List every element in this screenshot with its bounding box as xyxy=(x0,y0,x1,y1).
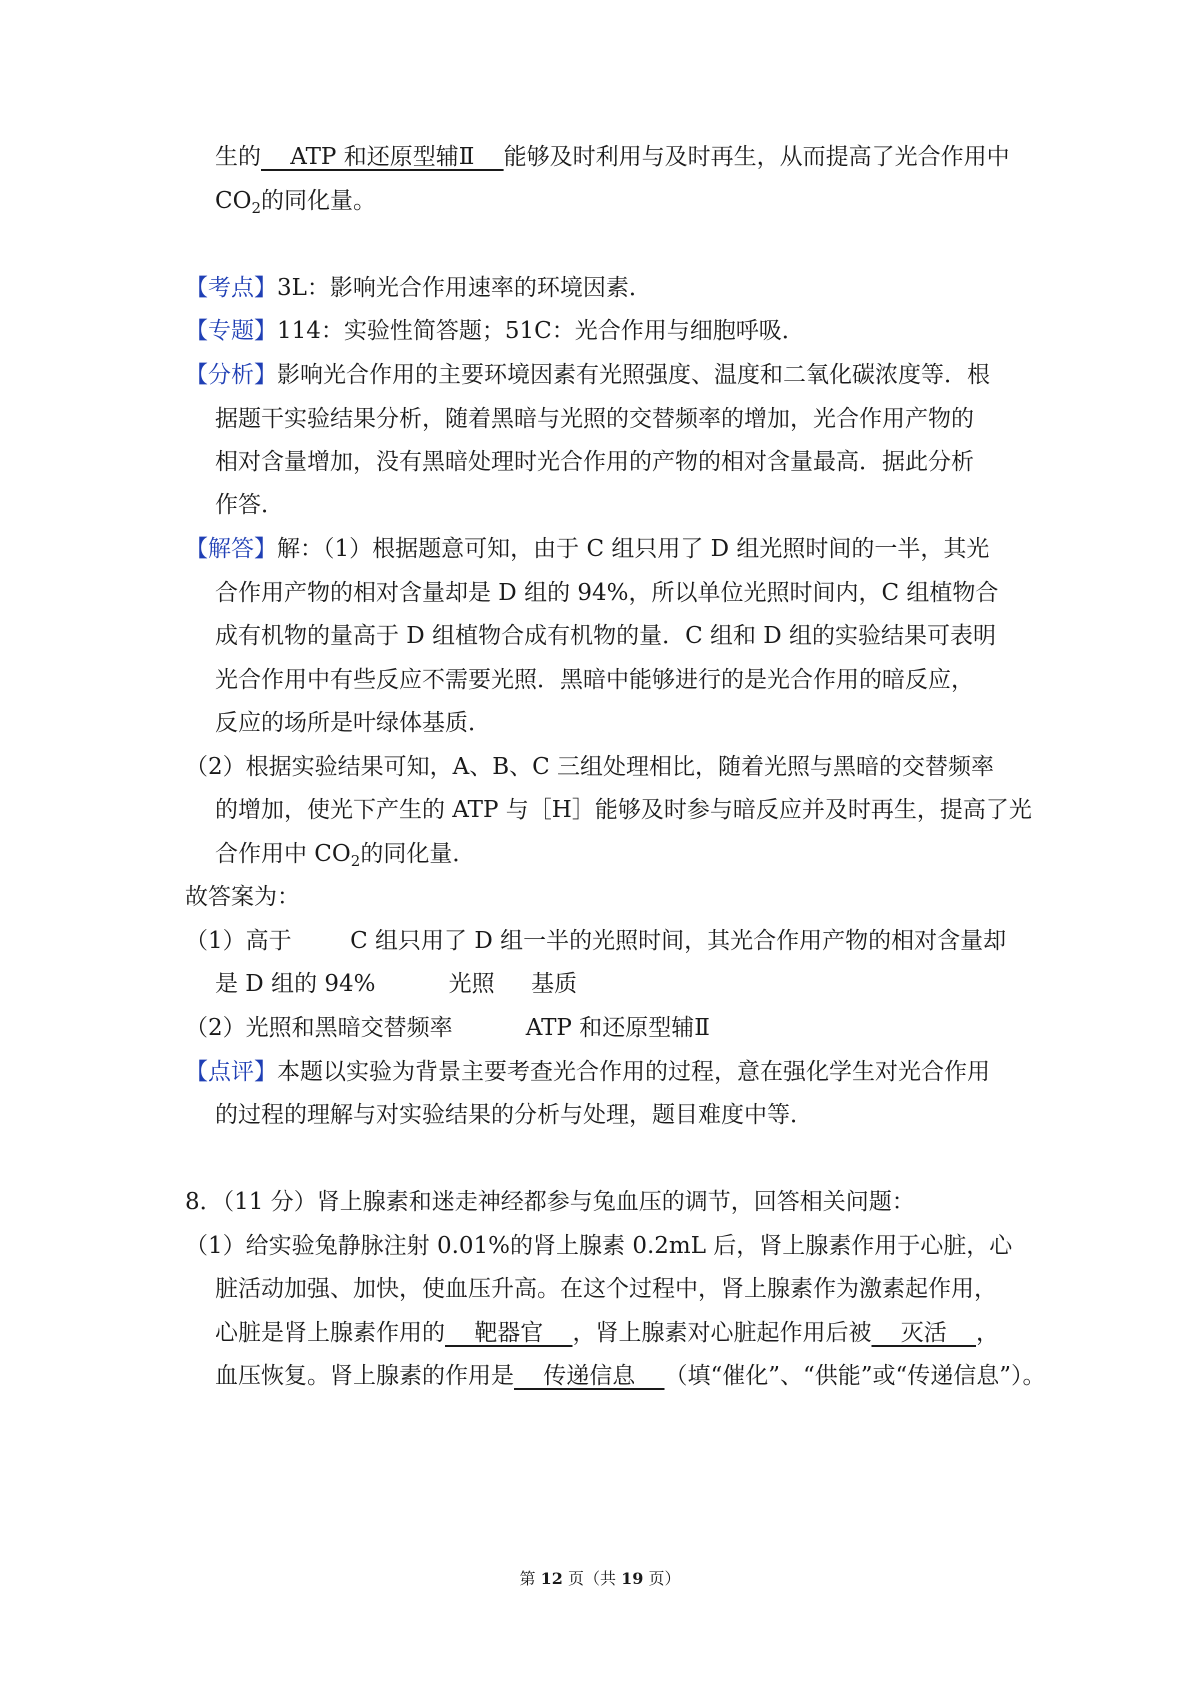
fenxi-line-3: 相对含量增加，没有黑暗处理时光合作用的产物的相对含量最高．据此分析 xyxy=(215,449,974,475)
question-8-line-1: （1）给实验兔静脉注射 0.01%的肾上腺素 0.2mL 后，肾上腺素作用于心脏，心 xyxy=(185,1233,1013,1259)
page-footer: 第 12 页（共 19 页） xyxy=(519,1569,681,1588)
jieda-line-7: 的增加，使光下产生的 ATP 与［H］能够及时参与暗反应并及时再生，提高了光 xyxy=(215,797,1032,823)
fenxi-line-2: 据题干实验结果分析，随着黑暗与光照的交替频率的增加，光合作用产物的 xyxy=(215,406,974,432)
answer-blank-atp: ATP 和还原型辅Ⅱ xyxy=(261,144,504,170)
fenxi-tag: 【分析】 xyxy=(185,362,277,388)
answer-top-line-1: 生的 ATP 和还原型辅Ⅱ 能够及时利用与及时再生，从而提高了光合作用中 xyxy=(215,144,1010,170)
zhuanti-line: 【专题】114：实验性简答题；51C：光合作用与细胞呼吸． xyxy=(185,318,805,344)
jieda-line-2: 合作用产物的相对含量却是 D 组的 94%，所以单位光照时间内，C 组植物合 xyxy=(215,580,999,606)
jieda-line-3: 成有机物的量高于 D 组植物合成有机物的量．C 组和 D 组的实验结果可表明 xyxy=(215,623,997,649)
jieda-tag: 【解答】 xyxy=(185,536,277,562)
question-8-line-4: 血压恢复。肾上腺素的作用是 传递信息 （填“催化”、“供能”或“传递信息”）。 xyxy=(215,1363,1046,1389)
question-8-line-3: 心脏是肾上腺素作用的 靶器官 ，肾上腺素对心脏起作用后被 灭活 ， xyxy=(215,1320,999,1346)
answer-2-line: （2）光照和黑暗交替频率 ATP 和还原型辅Ⅱ xyxy=(185,1015,710,1041)
fenxi-line-1: 【分析】影响光合作用的主要环境因素有光照强度、温度和二氧化碳浓度等．根 xyxy=(185,362,990,388)
jieda-line-4: 光合作用中有些反应不需要光照．黑暗中能够进行的是光合作用的暗反应， xyxy=(215,667,974,693)
blank-target-organ: 靶器官 xyxy=(445,1320,573,1346)
question-8-line-2: 脏活动加强、加快，使血压升高。在这个过程中，肾上腺素作为激素起作用， xyxy=(215,1276,997,1302)
dianping-tag: 【点评】 xyxy=(185,1059,277,1085)
fenxi-line-4: 作答． xyxy=(215,492,284,518)
jieda-line-5: 反应的场所是叶绿体基质． xyxy=(215,710,491,736)
jieda-line-6: （2）根据实验结果可知，A、B、C 三组处理相比，随着光照与黑暗的交替频率 xyxy=(185,754,995,780)
answer-1-line-2: 是 D 组的 94% 光照 基质 xyxy=(215,971,578,997)
kaodian-line: 【考点】3L：影响光合作用速率的环境因素． xyxy=(185,275,652,301)
dianping-line-1: 【点评】本题以实验为背景主要考查光合作用的过程，意在强化学生对光合作用 xyxy=(185,1059,990,1085)
page-total: 19 xyxy=(621,1569,644,1588)
answer-1-line-1: （1）高于 C 组只用了 D 组一半的光照时间，其光合作用产物的相对含量却 xyxy=(185,928,1007,954)
jieda-line-8: 合作用中 $CO_2$的同化量． xyxy=(215,841,476,870)
dianping-line-2: 的过程的理解与对实验结果的分析与处理，题目难度中等． xyxy=(215,1102,813,1128)
answers-intro: 故答案为： xyxy=(185,884,300,910)
page-number: 12 xyxy=(540,1569,563,1588)
kaodian-tag: 【考点】 xyxy=(185,275,277,301)
answer-top-line-2: $CO_2$的同化量。 xyxy=(215,188,377,217)
blank-transmit-info: 传递信息 xyxy=(514,1363,665,1389)
zhuanti-tag: 【专题】 xyxy=(185,318,277,344)
blank-inactivated: 灭活 xyxy=(871,1320,976,1346)
jieda-line-1: 【解答】解：（1）根据题意可知，由于 C 组只用了 D 组光照时间的一半，其光 xyxy=(185,536,990,562)
question-8-title: 8．（11 分）肾上腺素和迷走神经都参与兔血压的调节，回答相关问题： xyxy=(185,1189,915,1215)
